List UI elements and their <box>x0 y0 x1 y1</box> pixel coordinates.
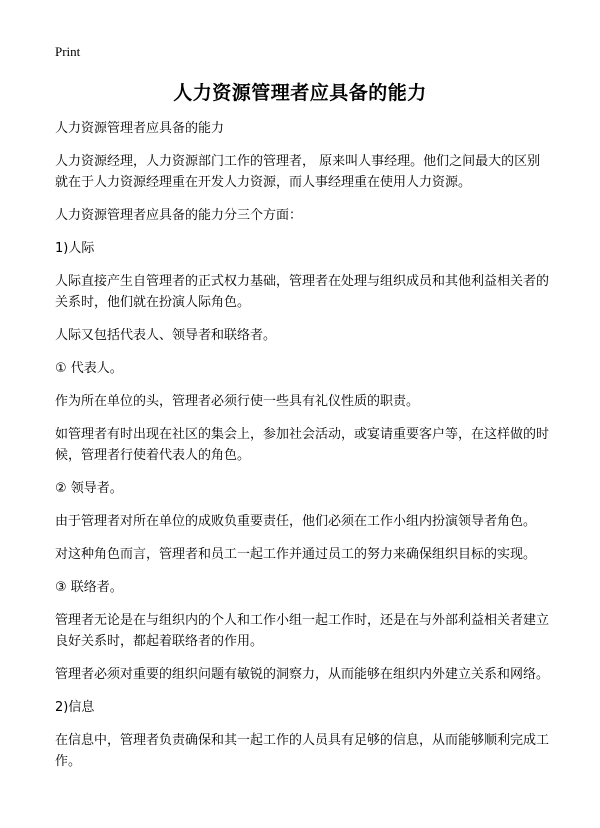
paragraph-three-aspects: 人力资源管理者应具备的能力分三个方面： <box>55 208 303 223</box>
paragraph-liaison-detail: 管理者必须对重要的组织问题有敏锐的洞察力，从而能够在组织内外建立关系和网络。 <box>55 667 550 682</box>
paragraph-interpersonal-desc: 人际直接产生自管理者的正式权力基础，管理者在处理与组织成员和其他利益相关者的关系时，他们就在扮演人际角色。 <box>55 274 550 310</box>
print-link[interactable]: Print <box>55 44 81 59</box>
paragraph-subtitle: 人力资源管理者应具备的能力 <box>55 121 225 136</box>
paragraph-liaison-desc: 管理者无论是在与组织内的个人和工作小组一起工作时，还是在与外部利益相关者建立良好关系时，都起着联络者的作用。 <box>55 613 550 649</box>
paragraph-information-desc: 在信息中，管理者负责确保和其一起工作的人员具有足够的信息，从而能够顺利完成工作。 <box>55 733 550 769</box>
paragraph-figurehead-example: 如管理者有时出现在社区的集会上，参加社会活动，或宴请重要客户等，在这样做的时候，管理者行使着代表人的角色。 <box>55 427 550 463</box>
paragraph-leader-desc: 由于管理者对所在单位的成败负重要责任，他们必须在工作小组内扮演领导者角色。 <box>55 514 537 529</box>
section-heading-interpersonal: 1)人际 <box>55 241 95 256</box>
paragraph-interpersonal-roles: 人际又包括代表人、领导者和联络者。 <box>55 328 277 343</box>
page-title: 人力资源管理者应具备的能力 <box>173 82 427 104</box>
section-heading-information: 2)信息 <box>55 700 95 715</box>
paragraph-figurehead-desc: 作为所在单位的头，管理者必须行使一些具有礼仪性质的职责。 <box>55 394 420 409</box>
paragraph-intro: 人力资源经理，人力资源部门工作的管理者， 原来叫人事经理。他们之间最大的区别就在于人力资源经理重在开发人力资源，而人事经理重在使用人力资源。 <box>55 154 541 190</box>
subheading-figurehead: ① 代表人。 <box>55 361 123 376</box>
subheading-leader: ② 领导者。 <box>55 481 123 496</box>
subheading-liaison: ③ 联络者。 <box>55 580 123 595</box>
paragraph-leader-detail: 对这种角色而言，管理者和员工一起工作并通过员工的努力来确保组织目标的实现。 <box>55 547 537 562</box>
document-body <box>55 118 549 784</box>
